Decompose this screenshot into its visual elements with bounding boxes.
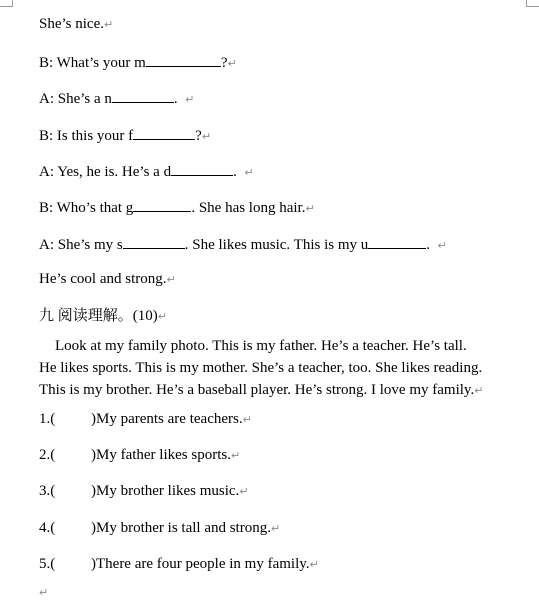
question-4 bbox=[39, 519, 280, 538]
line-text-after: . She likes music. This is my u bbox=[184, 237, 369, 253]
paragraph-mark-icon: ↵ bbox=[309, 558, 319, 571]
paragraph-mark-icon: ↵ bbox=[185, 93, 195, 106]
line-text: B: Is this your f bbox=[39, 128, 134, 144]
line-text-after: ? bbox=[195, 128, 202, 144]
question-text: )My brother likes music. bbox=[91, 483, 240, 499]
reading-passage bbox=[39, 335, 523, 402]
line-text: A: Yes, he is. He’s a d bbox=[39, 164, 172, 180]
section-heading bbox=[39, 307, 167, 326]
page-corner-mark-right bbox=[526, 0, 539, 7]
page-corner-mark-left bbox=[0, 0, 13, 7]
section-title: 九 阅读理解。(10) bbox=[39, 308, 158, 324]
fill-blank[interactable] bbox=[133, 125, 195, 140]
dialogue-line-5 bbox=[39, 161, 254, 182]
line-text-after: . She has long hair. bbox=[191, 200, 306, 216]
dialogue-line-7 bbox=[39, 234, 447, 255]
empty-line bbox=[39, 583, 48, 602]
line-text-after2: . bbox=[426, 237, 434, 253]
passage-line-3-text: This is my brother. He’s a baseball player. He’s strong. I love my family. bbox=[39, 382, 475, 398]
line-text: He’s cool and strong. bbox=[39, 271, 167, 287]
dialogue-line-3 bbox=[39, 88, 194, 109]
paragraph-mark-icon: ↵ bbox=[157, 310, 167, 323]
paragraph-mark-icon: ↵ bbox=[239, 485, 249, 498]
dialogue-line-1 bbox=[39, 15, 113, 34]
question-number: 5.( bbox=[39, 556, 56, 572]
question-2 bbox=[39, 446, 240, 465]
line-text-after: ? bbox=[220, 55, 228, 71]
paragraph-mark-icon: ↵ bbox=[227, 57, 237, 70]
line-text: She’s nice. bbox=[39, 16, 104, 32]
line-text: A: She’s my s bbox=[39, 237, 123, 253]
line-text: B: What’s your m bbox=[39, 55, 146, 71]
paragraph-mark-icon: ↵ bbox=[305, 202, 315, 215]
paragraph-mark-icon: ↵ bbox=[39, 586, 49, 599]
line-text-after: . bbox=[173, 91, 182, 107]
fill-blank[interactable] bbox=[112, 88, 174, 103]
paragraph-mark-icon: ↵ bbox=[437, 239, 447, 252]
dialogue-line-8 bbox=[39, 270, 176, 289]
line-text: B: Who’s that g bbox=[39, 200, 134, 216]
question-3 bbox=[39, 482, 249, 501]
passage-line-1: Look at my family photo. This is my father. He’s a teacher. He’s tall. bbox=[55, 338, 467, 354]
question-number: 2.( bbox=[39, 447, 56, 463]
question-text: )My brother is tall and strong. bbox=[91, 520, 271, 536]
paragraph-mark-icon: ↵ bbox=[270, 522, 281, 535]
line-text: A: She’s a n bbox=[39, 91, 112, 107]
passage-line-2: He likes sports. This is my mother. She’s a teacher, too. She likes reading. bbox=[39, 360, 483, 376]
paragraph-mark-icon: ↵ bbox=[244, 166, 254, 179]
question-text: )There are four people in my family. bbox=[91, 556, 310, 572]
question-5 bbox=[39, 555, 319, 574]
question-text: )My parents are teachers. bbox=[91, 411, 243, 427]
dialogue-line-6 bbox=[39, 197, 315, 218]
paragraph-mark-icon: ↵ bbox=[166, 273, 176, 286]
dialogue-line-4 bbox=[39, 125, 211, 146]
question-number: 1.( bbox=[39, 411, 56, 427]
question-number: 3.( bbox=[39, 483, 56, 499]
paragraph-mark-icon: ↵ bbox=[104, 18, 114, 31]
paragraph-mark-icon: ↵ bbox=[474, 384, 484, 397]
fill-blank[interactable] bbox=[133, 197, 191, 212]
question-text: )My father likes sports. bbox=[91, 447, 231, 463]
paragraph-mark-icon: ↵ bbox=[230, 449, 241, 462]
dialogue-line-2 bbox=[39, 52, 237, 73]
fill-blank-2[interactable] bbox=[368, 234, 426, 249]
fill-blank[interactable] bbox=[171, 161, 233, 176]
question-number: 4.( bbox=[39, 520, 56, 536]
line-text-after: . bbox=[233, 164, 241, 180]
passage-line-3 bbox=[39, 379, 523, 402]
fill-blank[interactable] bbox=[123, 234, 185, 249]
paragraph-mark-icon: ↵ bbox=[242, 413, 252, 426]
question-1 bbox=[39, 410, 252, 429]
fill-blank[interactable] bbox=[146, 52, 221, 67]
paragraph-mark-icon: ↵ bbox=[201, 130, 212, 143]
